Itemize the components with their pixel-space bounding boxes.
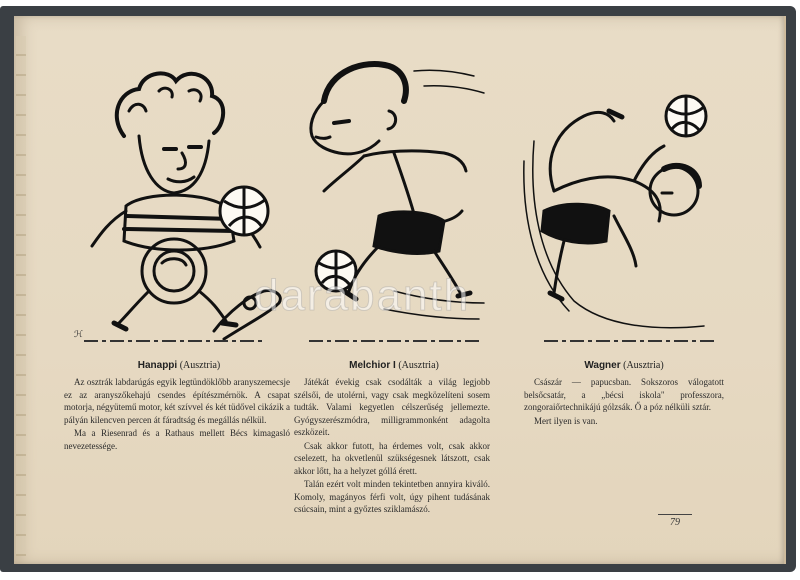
watermark: darabanth	[254, 271, 471, 320]
paragraph: Csak akkor futott, ha érdemes volt, csak akkor cselezett, ha okvetlenül szükségesnek látszott, csak akkor lőtt, ha a helyzet góllá érett.	[294, 440, 490, 476]
football-icon	[220, 187, 268, 235]
article-wagner	[514, 16, 734, 564]
svg-text:ℋ: ℋ	[74, 329, 83, 339]
page-number: 79	[658, 514, 692, 528]
player-name: Hanappi	[137, 360, 178, 371]
paragraph: Császár — papucsban. Sokszoros válogatott belsőcsatár, a „bécsi iskola" professzora, zongoraiőrtechnikájú gólzsák. Ő a póz nélküli sztár.	[524, 377, 724, 412]
paragraph: Ma a Riesenrad és a Rathaus mellett Bécs kimagasló nevezetessége.	[64, 428, 290, 451]
football-icon	[666, 96, 706, 136]
player-country: (Ausztria)	[398, 360, 439, 371]
spine-stitching	[16, 36, 26, 556]
caption-melchior	[294, 360, 494, 371]
paragraph: Az osztrák labdarúgás egyik legtündöklőbb aranyszemecsje ez az aranyszőkehajú csendes építészmérnök. A csapat motorja, négyütemű motor, két szívvel és két tüdővel cikázik a pályán kilencven percen át fáradtság és megállás nélkül.	[64, 377, 290, 425]
player-name: Melchior I	[349, 360, 396, 371]
paragraph: Talán ezért volt minden tekintetben annyira kiváló. Komoly, magányos férfi volt, úgy pihent tudásának csúcsain, mint a győztes sziklamászó.	[294, 479, 490, 514]
article-text-hanappi	[64, 376, 290, 453]
player-name: Wagner	[584, 360, 621, 371]
caption-wagner	[514, 360, 734, 371]
paragraph: Mert ilyen is van.	[534, 415, 598, 426]
player-country: (Ausztria)	[179, 360, 221, 371]
article-text-wagner	[524, 376, 724, 428]
article-text-melchior	[294, 376, 490, 517]
player-country: (Ausztria)	[623, 360, 664, 371]
book-page	[14, 16, 786, 564]
paragraph: Játékát évekig csak csodálták a világ legjobb szélsői, de utolérni, vagy csak megközelíteni sosem tudták. Valami kegyetlen célszerűség jellemezte. Gyógyszerészmódra, milligrammonként adagolta eszközeit.	[294, 377, 490, 437]
caricature-wagner	[514, 41, 734, 351]
caption-hanappi	[64, 360, 294, 371]
book-cover	[0, 6, 796, 572]
